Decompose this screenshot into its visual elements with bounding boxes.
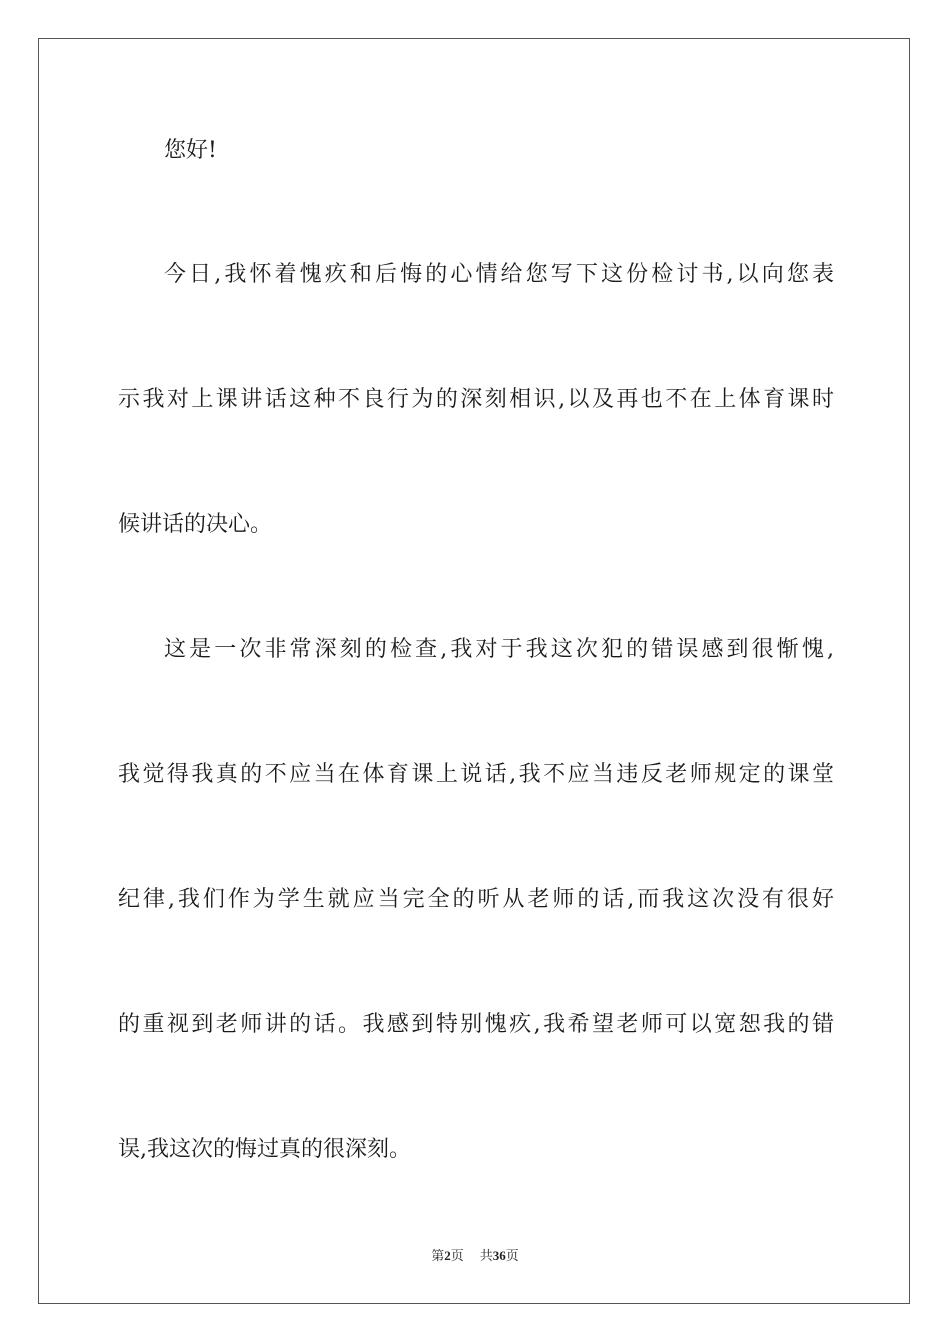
total-prefix: 共	[479, 1248, 493, 1263]
page-border	[38, 38, 910, 1304]
paragraph-1-line-3: 候讲话的决心。	[118, 512, 273, 537]
page-suffix: 页	[450, 1248, 464, 1263]
greeting-line: 您好!	[164, 138, 217, 163]
paragraph-2-line-1: 这是一次非常深刻的检查,我对于我这次犯的错误感到很惭愧,	[164, 637, 834, 662]
total-suffix: 页	[505, 1248, 519, 1263]
paragraph-2-line-5: 误,我这次的悔过真的很深刻。	[118, 1137, 411, 1162]
paragraph-2-line-4: 的重视到老师讲的话。我感到特别愧疚,我希望老师可以宽恕我的错	[118, 1012, 834, 1037]
page-footer	[0, 1247, 950, 1265]
page-number: 2	[444, 1248, 451, 1263]
paragraph-2-line-3: 纪律,我们作为学生就应当完全的听从老师的话,而我这次没有很好	[118, 887, 834, 912]
paragraph-1-line-1: 今日,我怀着愧疚和后悔的心情给您写下这份检讨书,以向您表	[164, 262, 834, 287]
page-prefix: 第	[431, 1248, 445, 1263]
paragraph-1-line-2: 示我对上课讲话这种不良行为的深刻相识,以及再也不在上体育课时	[118, 387, 834, 412]
total-pages: 36	[492, 1248, 506, 1263]
paragraph-2-line-2: 我觉得我真的不应当在体育课上说话,我不应当违反老师规定的课堂	[118, 762, 834, 787]
